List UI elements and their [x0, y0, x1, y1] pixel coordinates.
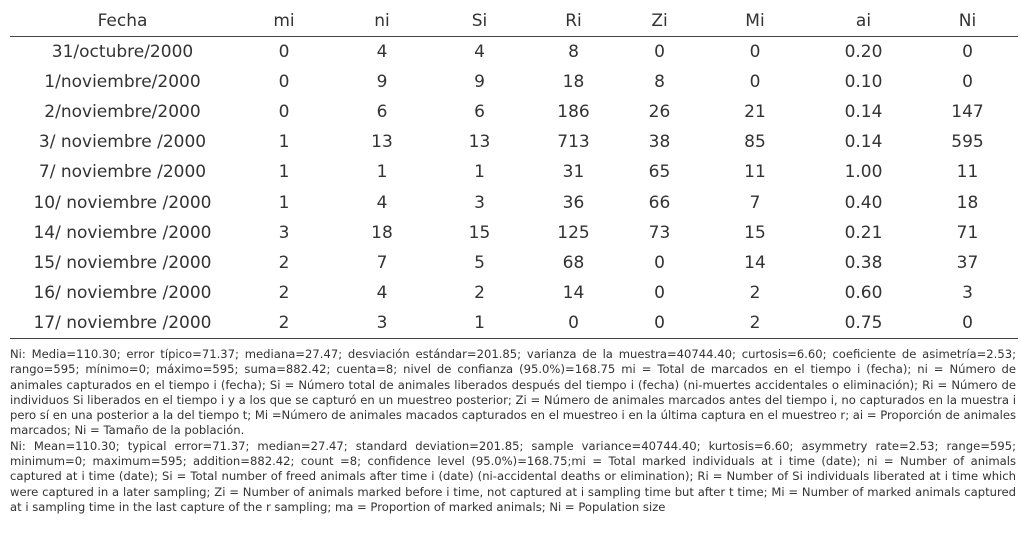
table-cell: 18: [371, 222, 393, 243]
table-cell: 8: [568, 42, 579, 63]
table-cell: 2: [235, 308, 333, 339]
column-header: Mi: [700, 6, 810, 37]
column-header: ni: [333, 6, 431, 37]
table-cell: 31: [562, 162, 585, 183]
table-cell: 1.00: [844, 162, 883, 183]
table-cell: 85: [744, 132, 766, 153]
table-cell: 11: [956, 162, 979, 183]
date-cell: 14/ noviembre /2000: [33, 222, 212, 243]
date-cell: 16/ noviembre /2000: [33, 282, 212, 303]
table-cell: 147: [951, 102, 984, 123]
table-cell: 0.75: [810, 308, 917, 339]
table-cell: 0: [278, 72, 290, 93]
table-cell: 0.21: [844, 222, 883, 243]
table-cell: 26: [648, 102, 671, 123]
table-cell: 7: [376, 252, 388, 273]
table-cell: 15: [744, 222, 766, 243]
table-cell: 14: [744, 252, 766, 273]
column-header: Zi: [619, 6, 700, 37]
table-row: [10, 67, 1018, 97]
table-cell: 11: [744, 162, 766, 183]
table-cell: 4: [376, 42, 388, 63]
table-body: [10, 37, 1018, 339]
table-cell: 0: [278, 42, 290, 63]
table-cell: 1: [431, 308, 528, 339]
table-cell: 0: [962, 42, 973, 63]
table-cell: 37: [956, 252, 979, 273]
table-row: [10, 127, 1018, 157]
table-cell: 6: [376, 102, 388, 123]
table-cell: 0.40: [844, 192, 883, 213]
table-cell: 2: [749, 282, 761, 303]
table-row: [10, 308, 1018, 339]
table-cell: 9: [474, 72, 485, 93]
table-cell: 3: [962, 282, 973, 303]
table-cell: 0.14: [844, 132, 883, 153]
table-header-row: [10, 6, 1018, 37]
table-row: [10, 218, 1018, 248]
table-cell: 8: [654, 72, 665, 93]
table-cell: 71: [956, 222, 979, 243]
table-cell: 3: [474, 192, 485, 213]
table-row: [10, 37, 1018, 68]
table-cell: 68: [562, 252, 585, 273]
table-notes: [10, 347, 1016, 515]
table-cell: 3: [278, 222, 290, 243]
table-cell: 6: [474, 102, 485, 123]
table-cell: 14: [562, 282, 585, 303]
table-cell: 1: [474, 162, 485, 183]
table-cell: 0.10: [844, 72, 883, 93]
table-cell: 186: [557, 102, 590, 123]
table-cell: 0.20: [844, 42, 883, 63]
table-cell: 73: [648, 222, 671, 243]
notes-english: Ni: Mean=110.30; typical error=71.37; median=27.47; standard deviation=201.85; sample variance=40744.40; kurtosis=6.60; asymmetry rate=2.53; range=595; minimum=0; maximum=595; addition=882.42; count =8; confidence level (95.0%)=168.75;mi = Total marked individuals at i time (date); ni = Number of animals captured at i time (date); Si = Total number of freed animals after time i (date) (ni-accidental deaths or elimination); Ri = Number of Si individuals liberated at i time which were captured in a later sampling; Zi = Number of animals marked before i time, not captured at i sampling time but after t time; Mi = Number of marked animals captured at i sampling time in the last capture of the r sampling; ma = Proportion of marked animals; Ni = Population size: [10, 438, 1016, 514]
capture-recapture-table: [10, 6, 1018, 339]
date-cell: 2/noviembre/2000: [44, 102, 201, 123]
table-cell: 2: [700, 308, 810, 339]
date-cell: 15/ noviembre /2000: [33, 252, 212, 273]
column-header: Ni: [917, 6, 1018, 37]
table-cell: 36: [562, 192, 585, 213]
table-cell: 0.14: [844, 102, 883, 123]
table-cell: 5: [474, 252, 485, 273]
table-cell: 13: [371, 132, 393, 153]
table-cell: 65: [648, 162, 671, 183]
table-cell: 595: [951, 132, 984, 153]
table-cell: 1: [278, 132, 290, 153]
table-cell: 2: [278, 252, 290, 273]
table-row: [10, 97, 1018, 127]
table-cell: 1: [376, 162, 388, 183]
date-cell: 31/octubre/2000: [51, 42, 194, 63]
table-cell: 15: [468, 222, 491, 243]
column-header: Ri: [528, 6, 619, 37]
table-row: [10, 187, 1018, 217]
table-cell: 4: [474, 42, 485, 63]
table-cell: 0: [917, 308, 1018, 339]
date-cell: 7/ noviembre /2000: [38, 162, 207, 183]
table-row: [10, 278, 1018, 308]
table-row: [10, 157, 1018, 187]
date-cell: 1/noviembre/2000: [44, 72, 201, 93]
column-header: Si: [431, 6, 528, 37]
table-cell: 713: [557, 132, 590, 153]
table-cell: 2: [278, 282, 290, 303]
table-cell: 2: [474, 282, 485, 303]
table-cell: 18: [956, 192, 979, 213]
table-cell: 0: [619, 308, 700, 339]
table-cell: 38: [648, 132, 671, 153]
table-cell: 0: [654, 252, 665, 273]
table-cell: 7: [749, 192, 761, 213]
table-cell: 18: [562, 72, 585, 93]
date-cell: 10/ noviembre /2000: [33, 192, 212, 213]
table-cell: 3: [333, 308, 431, 339]
date-cell: 3/ noviembre /2000: [38, 132, 207, 153]
table-cell: 4: [376, 192, 388, 213]
column-header: ai: [810, 6, 917, 37]
column-header: mi: [235, 6, 333, 37]
table-cell: 66: [648, 192, 671, 213]
table-cell: 1: [278, 162, 290, 183]
table-cell: 0: [962, 72, 973, 93]
table-cell: 0: [749, 42, 761, 63]
date-cell: 17/ noviembre /2000: [10, 308, 235, 339]
table-cell: 4: [376, 282, 388, 303]
table-cell: 125: [557, 222, 590, 243]
table-cell: 13: [468, 132, 491, 153]
notes-spanish: Ni: Media=110.30; error típico=71.37; mediana=27.47; desviación estándar=201.85; varianza de la muestra=40744.40; curtosis=6.60; coeficiente de asimetría=2.53; rango=595; mínimo=0; máximo=595; suma=882.42; cuenta=8; nivel de confianza (95.0%)=168.75 mi = Total de marcados en el tiempo i (fecha); ni = Número de animales capturados en el tiempo i (fecha); Si = Número total de animales liberados después del tiempo i (fecha) (ni-muertes accidentales o eliminación); Ri = Número de individuos Si liberados en el tiempo i y a los que se capturó en un muestreo posterior; Zi = Número de animales marcados antes del tiempo i, no capturados en la muestra i pero sí en una posterior a la del tiempo t; Mi =Número de animales macados capturados en el muestreo i en la última captura en el muestreo r; ai = Proporción de animales marcados; Ni = Tamaño de la población.: [10, 347, 1016, 438]
table-cell: 0: [654, 282, 665, 303]
table-cell: 9: [376, 72, 388, 93]
table-row: [10, 248, 1018, 278]
table-cell: 0: [278, 102, 290, 123]
table-cell: 0.60: [844, 282, 883, 303]
column-header: Fecha: [10, 6, 235, 37]
table-cell: 0.38: [844, 252, 883, 273]
table-cell: 0: [749, 72, 761, 93]
table-cell: 1: [278, 192, 290, 213]
table-cell: 0: [654, 42, 665, 63]
table-cell: 21: [744, 102, 766, 123]
table-cell: 0: [528, 308, 619, 339]
